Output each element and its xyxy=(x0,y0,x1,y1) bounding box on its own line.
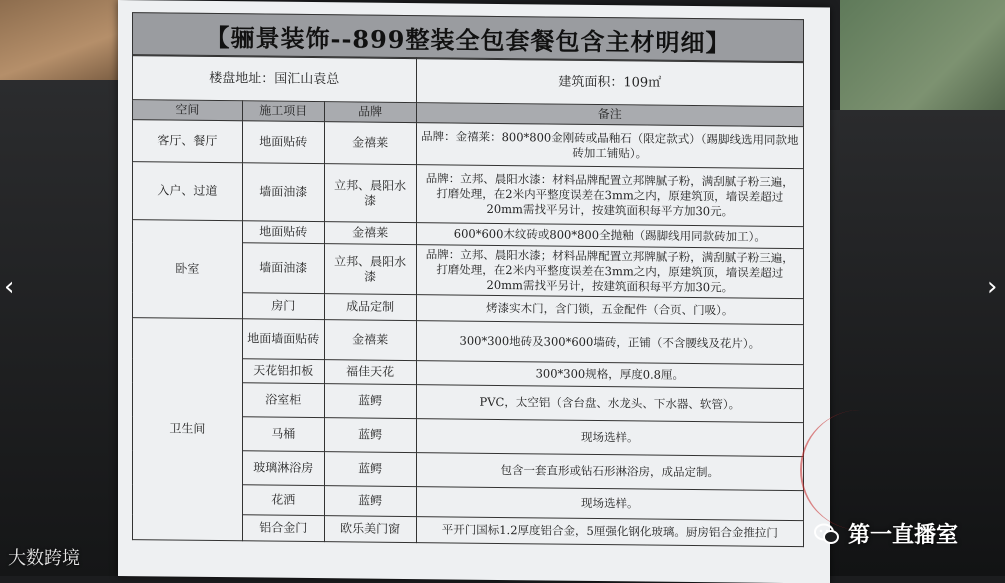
item-cell: 玻璃淋浴房 xyxy=(242,451,324,486)
item-cell: 浴室柜 xyxy=(242,383,324,418)
item-cell: 天花铝扣板 xyxy=(242,359,324,384)
brand-cell: 立邦、晨阳水漆 xyxy=(324,244,416,295)
note-cell: 300*300地砖及300*600墙砖，正铺（不含腰线及花片）。 xyxy=(416,321,803,365)
watermark-left xyxy=(8,544,80,570)
previous-arrow-icon[interactable]: ‹ xyxy=(4,272,15,302)
watermark-left-text: 大数跨境 xyxy=(8,548,80,569)
header-item: 施工项目 xyxy=(242,101,324,122)
next-arrow-icon[interactable]: › xyxy=(987,272,998,302)
brand-cell: 金禧莱 xyxy=(324,320,416,361)
note-cell: 300*300规格，厚度0.8厘。 xyxy=(416,361,803,389)
space-cell: 卫生间 xyxy=(133,318,243,541)
brand-cell: 成品定制 xyxy=(324,294,416,321)
area-cell: 建筑面积：109㎡ xyxy=(416,58,803,107)
note-cell: 品牌：金禧莱：800*800金刚砖或晶釉石（限定款式）（踢脚线选用同款地砖加工铺贴）。 xyxy=(416,123,803,169)
materials-table xyxy=(132,54,804,547)
brand-cell: 福佳天花 xyxy=(324,360,416,385)
brand-cell: 蓝鳄 xyxy=(324,384,416,419)
table-row xyxy=(133,318,804,365)
brand-cell: 金禧莱 xyxy=(324,222,416,245)
note-cell: 平开门国标1.2厚度铝合金，5厘强化钢化玻璃。厨房铝合金推拉门 xyxy=(416,517,803,547)
address-row xyxy=(133,55,804,107)
item-cell: 马桶 xyxy=(242,417,324,452)
item-cell: 花洒 xyxy=(242,485,324,516)
item-cell: 地面贴砖 xyxy=(242,221,324,244)
brand-cell: 蓝鳄 xyxy=(324,486,416,517)
address-cell: 楼盘地址：国汇山袁总 xyxy=(133,55,417,103)
table-row xyxy=(133,162,804,227)
header-space: 空间 xyxy=(133,100,243,121)
item-cell: 地面贴砖 xyxy=(242,121,324,164)
wechat-icon xyxy=(814,523,840,545)
watermark-right xyxy=(814,518,958,549)
note-cell: 现场选样。 xyxy=(416,419,803,457)
watermark-right-text: 第一直播室 xyxy=(848,523,959,548)
note-cell: 烤漆实木门，含门锁，五金配件（合页、门吸）。 xyxy=(416,295,803,325)
note-cell: 600*600木纹砖或800*800全抛釉（踢脚线用同款砖加工）。 xyxy=(416,223,803,249)
item-cell: 铝合金门 xyxy=(242,515,324,542)
brand-cell: 欧乐美门窗 xyxy=(324,516,416,543)
space-cell: 卧室 xyxy=(133,220,243,319)
space-cell: 入户、过道 xyxy=(133,162,243,221)
item-cell: 房门 xyxy=(242,293,324,320)
sheet-title: 【骊景装饰--899整装全包套餐包含主材明细】 xyxy=(132,12,804,63)
price-list-sheet xyxy=(118,0,830,583)
brand-cell: 蓝鳄 xyxy=(324,452,416,487)
note-cell: 包含一套直形或钻石形淋浴房，成品定制。 xyxy=(416,453,803,491)
note-cell: 现场选样。 xyxy=(416,487,803,521)
note-cell: PVC，太空铝（含台盘、水龙头、下水器、软管）。 xyxy=(416,385,803,423)
header-note: 备注 xyxy=(416,103,803,127)
header-brand: 品牌 xyxy=(324,102,416,123)
item-cell: 墙面油漆 xyxy=(242,243,324,294)
brand-cell: 立邦、晨阳水漆 xyxy=(324,164,416,223)
brand-cell: 蓝鳄 xyxy=(324,418,416,453)
note-cell: 品牌：立邦、晨阳水漆：材料品牌配置立邦牌腻子粉，满刮腻子粉三遍，打磨处理，在2米内平整度误差在3mm之内，原建筑顶，墙误差超过20mm需找平另计，按建筑面积每平方加30元。 xyxy=(416,165,803,227)
brand-cell: 金禧莱 xyxy=(324,122,416,165)
item-cell: 地面墙面贴砖 xyxy=(242,319,324,360)
space-cell: 客厅、餐厅 xyxy=(133,120,243,163)
item-cell: 墙面油漆 xyxy=(242,163,324,222)
table-row xyxy=(133,120,804,169)
note-cell: 品牌：立邦、晨阳水漆；材料品牌配置立邦牌腻子粉，满刮腻子粉三遍，打磨处理，在2米内平整度误差在3mm之内，原建筑顶，墙误差超过20mm需找平另计，按建筑面积每平方加30元。 xyxy=(416,245,803,299)
